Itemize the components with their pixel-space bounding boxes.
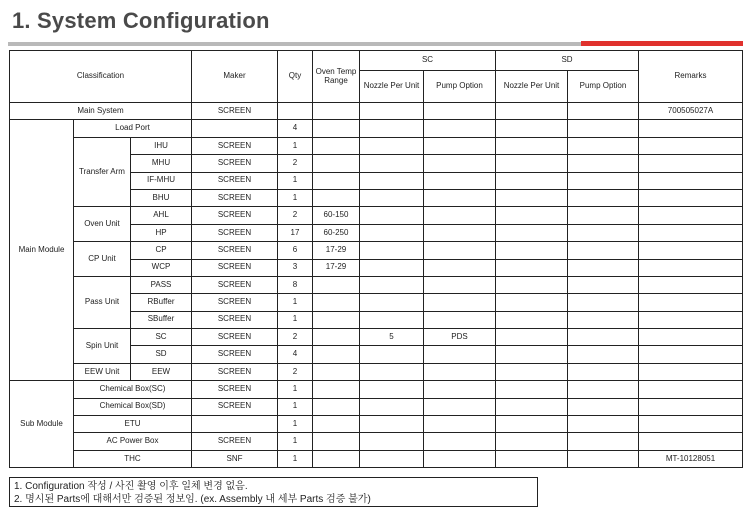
sd-nozzle-cell [496,363,568,380]
temp-cell [313,172,360,189]
temp-cell: 60-150 [313,207,360,224]
row-label: Chemical Box(SD) [74,398,192,415]
sc-nozzle-cell [360,294,424,311]
table-row [10,276,743,293]
header-classification: Classification [10,51,192,103]
sd-pump-cell [568,189,639,206]
sd-nozzle-cell [496,433,568,450]
temp-cell [313,276,360,293]
qty-cell: 1 [278,381,313,398]
unit-name-cell: MHU [131,155,192,172]
table-row [10,137,743,154]
sd-nozzle-cell [496,450,568,467]
sd-pump-cell [568,381,639,398]
remarks-cell [639,311,743,328]
sc-pump-cell [424,433,496,450]
group-label-oven-unit: Oven Unit [74,207,131,242]
row-label: Load Port [74,120,192,137]
qty-cell: 1 [278,137,313,154]
temp-cell [313,433,360,450]
unit-name-cell: BHU [131,189,192,206]
sc-nozzle-cell [360,155,424,172]
remarks-cell [639,329,743,346]
sc-nozzle-cell [360,224,424,241]
group-label-main-module: Main Module [10,120,74,381]
sd-pump-cell [568,433,639,450]
table-row [10,363,743,380]
qty-cell: 1 [278,311,313,328]
remarks-cell [639,433,743,450]
sd-nozzle-cell [496,416,568,433]
remarks-cell [639,189,743,206]
sd-nozzle-cell [496,311,568,328]
sd-pump-cell [568,276,639,293]
qty-cell: 1 [278,433,313,450]
remarks-cell [639,155,743,172]
unit-name-cell: WCP [131,259,192,276]
qty-cell: 2 [278,207,313,224]
sc-pump-cell [424,207,496,224]
unit-name-cell: PASS [131,276,192,293]
maker-cell: SCREEN [192,207,278,224]
qty-cell [278,103,313,120]
sc-pump-cell [424,172,496,189]
row-label: ETU [74,416,192,433]
sd-nozzle-cell [496,259,568,276]
sc-pump-cell [424,276,496,293]
temp-cell [313,398,360,415]
maker-cell: SNF [192,450,278,467]
sd-pump-cell [568,450,639,467]
group-label-spin-unit: Spin Unit [74,329,131,364]
temp-cell: 17-29 [313,259,360,276]
temp-cell [313,381,360,398]
note-line: 2. 명시된 Parts에 대해서만 검증된 정보임. (ex. Assembly 내 세부 Parts 검증 불가) [14,494,371,505]
maker-cell: SCREEN [192,346,278,363]
qty-cell: 1 [278,189,313,206]
maker-cell: SCREEN [192,294,278,311]
sd-pump-cell [568,137,639,154]
sc-pump-cell [424,416,496,433]
sc-nozzle-cell [360,381,424,398]
temp-cell [313,189,360,206]
sc-nozzle-cell [360,450,424,467]
sd-pump-cell [568,416,639,433]
table-row [10,242,743,259]
sd-pump-cell [568,155,639,172]
page-title: 1. System Configuration [12,8,270,33]
unit-name-cell: RBuffer [131,294,192,311]
sc-pump-cell [424,242,496,259]
group-label-sub-module: Sub Module [10,381,74,468]
title-accent-bar [581,41,743,46]
remarks-cell [639,381,743,398]
sd-pump-cell [568,346,639,363]
sd-nozzle-cell [496,172,568,189]
unit-name-cell: IF-MHU [131,172,192,189]
maker-cell: SCREEN [192,103,278,120]
sc-nozzle-cell [360,242,424,259]
note-line: 1. Configuration 작성 / 사진 촬영 이후 일체 변경 없음. [14,481,248,492]
qty-cell: 2 [278,155,313,172]
sd-pump-cell [568,311,639,328]
sd-pump-cell [568,207,639,224]
temp-cell [313,416,360,433]
sc-pump-cell [424,398,496,415]
sc-pump-cell [424,311,496,328]
qty-cell: 4 [278,346,313,363]
sd-nozzle-cell [496,276,568,293]
temp-cell [313,103,360,120]
qty-cell: 1 [278,398,313,415]
header-sc-pump: Pump Option [424,71,496,103]
sd-nozzle-cell [496,224,568,241]
maker-cell: SCREEN [192,381,278,398]
maker-cell: SCREEN [192,311,278,328]
remarks-cell: MT-10128051 [639,450,743,467]
qty-cell: 1 [278,450,313,467]
temp-cell [313,155,360,172]
row-label: AC Power Box [74,433,192,450]
maker-cell: SCREEN [192,189,278,206]
remarks-cell [639,207,743,224]
temp-cell: 17-29 [313,242,360,259]
sc-pump-cell [424,120,496,137]
row-label: Chemical Box(SC) [74,381,192,398]
sd-nozzle-cell [496,398,568,415]
sc-nozzle-cell [360,363,424,380]
sc-nozzle-cell [360,398,424,415]
sd-pump-cell [568,259,639,276]
header-row [10,51,743,71]
maker-cell: SCREEN [192,242,278,259]
remarks-cell [639,259,743,276]
sd-pump-cell [568,363,639,380]
maker-cell: SCREEN [192,172,278,189]
qty-cell: 1 [278,172,313,189]
system-configuration-table [9,50,743,468]
sc-pump-cell [424,294,496,311]
remarks-cell [639,172,743,189]
temp-cell [313,137,360,154]
table-row [10,433,743,450]
sd-nozzle-cell [496,346,568,363]
sc-pump-cell [424,450,496,467]
sd-nozzle-cell [496,294,568,311]
sd-nozzle-cell [496,155,568,172]
row-label: Main System [10,103,192,120]
sd-nozzle-cell [496,120,568,137]
maker-cell: SCREEN [192,433,278,450]
temp-cell [313,311,360,328]
sd-nozzle-cell [496,103,568,120]
remarks-cell [639,137,743,154]
remarks-cell [639,363,743,380]
maker-cell: SCREEN [192,155,278,172]
sc-pump-cell [424,103,496,120]
qty-cell: 1 [278,294,313,311]
unit-name-cell: IHU [131,137,192,154]
unit-name-cell: AHL [131,207,192,224]
sc-pump-cell [424,259,496,276]
qty-cell: 3 [278,259,313,276]
row-label: THC [74,450,192,467]
maker-cell: SCREEN [192,137,278,154]
sd-pump-cell [568,224,639,241]
sc-pump-cell [424,346,496,363]
header-sd-nozzle: Nozzle Per Unit [496,71,568,103]
sc-nozzle-cell: 5 [360,329,424,346]
remarks-cell [639,120,743,137]
header-sd-pump: Pump Option [568,71,639,103]
header-sc-nozzle: Nozzle Per Unit [360,71,424,103]
temp-cell [313,346,360,363]
sc-nozzle-cell [360,259,424,276]
sd-nozzle-cell [496,242,568,259]
maker-cell: SCREEN [192,276,278,293]
remarks-cell [639,416,743,433]
sc-pump-cell [424,363,496,380]
sc-pump-cell [424,137,496,154]
sc-nozzle-cell [360,103,424,120]
qty-cell: 2 [278,363,313,380]
sc-pump-cell [424,155,496,172]
header-sc: SC [360,51,496,71]
table-row [10,398,743,415]
sc-nozzle-cell [360,172,424,189]
header-sd: SD [496,51,639,71]
maker-cell: SCREEN [192,259,278,276]
temp-cell [313,329,360,346]
remarks-cell: 700505027A [639,103,743,120]
maker-cell: SCREEN [192,398,278,415]
sd-nozzle-cell [496,381,568,398]
sd-pump-cell [568,172,639,189]
sc-nozzle-cell [360,189,424,206]
maker-cell: SCREEN [192,363,278,380]
sc-nozzle-cell [360,276,424,293]
sd-pump-cell [568,398,639,415]
sd-pump-cell [568,120,639,137]
qty-cell: 8 [278,276,313,293]
maker-cell: SCREEN [192,224,278,241]
sd-nozzle-cell [496,329,568,346]
unit-name-cell: HP [131,224,192,241]
table-row [10,381,743,398]
header-remarks: Remarks [639,51,743,103]
sd-pump-cell [568,242,639,259]
temp-cell [313,120,360,137]
qty-cell: 17 [278,224,313,241]
sc-pump-cell [424,189,496,206]
sc-nozzle-cell [360,207,424,224]
sc-nozzle-cell [360,416,424,433]
header-qty: Qty [278,51,313,103]
sd-nozzle-cell [496,207,568,224]
qty-cell: 1 [278,416,313,433]
sd-nozzle-cell [496,137,568,154]
sd-nozzle-cell [496,189,568,206]
remarks-cell [639,242,743,259]
temp-cell: 60-250 [313,224,360,241]
table-row [10,450,743,467]
group-label-eew-unit: EEW Unit [74,363,131,380]
header-maker: Maker [192,51,278,103]
remarks-cell [639,276,743,293]
sc-nozzle-cell [360,433,424,450]
unit-name-cell: SBuffer [131,311,192,328]
unit-name-cell: CP [131,242,192,259]
qty-cell: 6 [278,242,313,259]
sd-pump-cell [568,294,639,311]
qty-cell: 4 [278,120,313,137]
maker-cell [192,416,278,433]
unit-name-cell: EEW [131,363,192,380]
remarks-cell [639,224,743,241]
remarks-cell [639,346,743,363]
table-row [10,207,743,224]
unit-name-cell: SD [131,346,192,363]
remarks-cell [639,398,743,415]
sc-nozzle-cell [360,346,424,363]
sd-pump-cell [568,329,639,346]
temp-cell [313,294,360,311]
qty-cell: 2 [278,329,313,346]
table-row [10,416,743,433]
sc-nozzle-cell [360,311,424,328]
sc-nozzle-cell [360,137,424,154]
sc-pump-cell: PDS [424,329,496,346]
maker-cell: SCREEN [192,329,278,346]
temp-cell [313,363,360,380]
header-oven-temp: Oven Temp Range [313,51,360,103]
group-label-transfer-arm: Transfer Arm [74,137,131,207]
notes-box [9,477,538,507]
table-row [10,103,743,120]
sc-nozzle-cell [360,120,424,137]
group-label-cp-unit: CP Unit [74,242,131,277]
group-label-pass-unit: Pass Unit [74,276,131,328]
remarks-cell [639,294,743,311]
sc-pump-cell [424,381,496,398]
sd-pump-cell [568,103,639,120]
temp-cell [313,450,360,467]
maker-cell [192,120,278,137]
unit-name-cell: SC [131,329,192,346]
table-row [10,120,743,137]
sc-pump-cell [424,224,496,241]
table-row [10,329,743,346]
